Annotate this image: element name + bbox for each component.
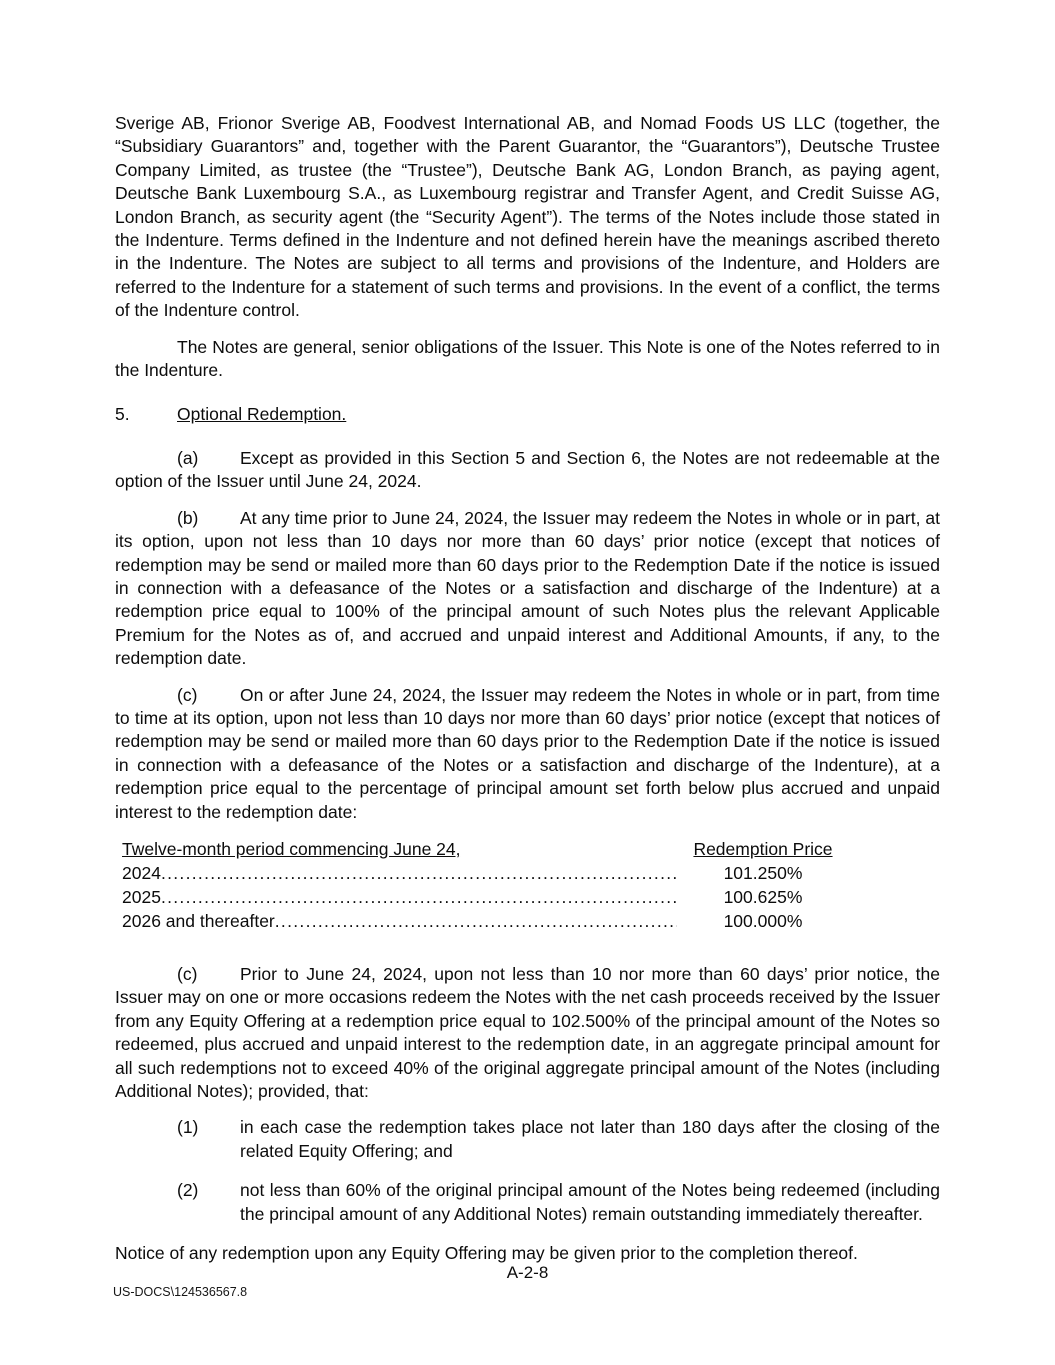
- paragraph-c2: [115, 963, 940, 1103]
- list-item-2-text: not less than 60% of the original principal amount of the Notes being redeemed (including the principal amount of any Additional Notes) remain outstanding immediately thereafter.: [240, 1180, 940, 1224]
- dot-leader: [275, 909, 677, 933]
- section-heading: [115, 403, 940, 426]
- paragraph-c1-label: (c): [177, 684, 198, 705]
- section-title: Optional Redemption.: [177, 404, 347, 425]
- paragraph-b-label: (b): [177, 507, 199, 528]
- table-col2-header: Redemption Price: [693, 838, 833, 859]
- paragraph-c1: [115, 684, 940, 824]
- list-item-2-label: (2): [177, 1180, 199, 1201]
- table-row: [122, 885, 849, 909]
- list-item-1: [177, 1116, 940, 1163]
- notice-paragraph: Notice of any redemption upon any Equity Offering may be given prior to the completion thereof.: [115, 1243, 858, 1264]
- redemption-price-value: 101.250%: [723, 862, 803, 883]
- intro-paragraph: Sverige AB, Frionor Sverige AB, Foodvest International AB, and Nomad Foods US LLC (together, the “Subsidiary Guarantors” and, together with the Parent Guarantor, the “Guarantors”), Deutsche Trustee Company Limited, as trustee (the “Trustee”), Deutsche Bank AG, London Branch, as paying agent, Deutsche Bank Luxembourg S.A., as Luxembourg registrar and Transfer Agent, and Credit Suisse AG, London Branch, as security agent (the “Security Agent”). The terms of the Notes include those stated in the Indenture. Terms defined in the Indenture and not defined herein have the meanings ascribed thereto in the Indenture. The Notes are subject to all terms and provisions of the Indenture, and Holders are referred to the Indenture for a statement of such terms and provisions. In the event of a conflict, the terms of the Indenture control.: [115, 113, 940, 321]
- paragraph-a-text: Except as provided in this Section 5 and Section 6, the Notes are not redeemable at the option of the Issuer until June 24, 2024.: [115, 447, 940, 492]
- redemption-price-value: 100.625%: [723, 886, 803, 907]
- table-row: [122, 909, 849, 933]
- list-item-1-label: (1): [177, 1117, 199, 1138]
- period-label: 2026 and thereafter: [122, 910, 275, 931]
- table-header-row: [122, 837, 849, 861]
- page-number: A-2-8: [506, 1263, 549, 1282]
- period-label: 2025: [122, 886, 161, 907]
- paragraph-a: [115, 447, 940, 494]
- table-row: [122, 861, 849, 885]
- paragraph-c2-label: (c): [177, 963, 198, 984]
- section-number: 5.: [115, 404, 130, 425]
- list-item-2: [177, 1179, 940, 1226]
- period-label: 2024: [122, 862, 161, 883]
- redemption-price-value: 100.000%: [723, 910, 803, 931]
- paragraph-c1-text: On or after June 24, 2024, the Issuer may redeem the Notes in whole or in part, from time to time at its option, upon not less than 10 days nor more than 60 days’ prior notice (except that notices of redemption may be send or mailed more than 60 days prior to the Redemption Date if the notice is issued in connection with a defeasance of the Notes or a satisfaction and discharge of the Indenture), at a redemption price equal to the percentage of principal amount set forth below plus accrued and unpaid interest to the redemption date:: [115, 684, 940, 822]
- document-id: US-DOCS\124536567.8: [113, 1285, 248, 1299]
- redemption-price-table: [122, 837, 849, 933]
- dot-leader: [161, 861, 677, 885]
- dot-leader: [161, 885, 677, 909]
- paragraph-c2-text: Prior to June 24, 2024, upon not less than 10 nor more than 60 days’ prior notice, the Issuer may on one or more occasions redeem the Notes with the net cash proceeds received by the Issuer from any Equity Offering at a redemption price equal to 102.500% of the principal amount of the Notes so redeemed, plus accrued and unpaid interest to the redemption date, in an aggregate principal amount for all such redemptions not to exceed 40% of the original aggregate principal amount of the Notes (including Additional Notes); provided, that:: [115, 963, 940, 1101]
- paragraph-a-label: (a): [177, 447, 199, 468]
- notes-general-paragraph: The Notes are general, senior obligations of the Issuer. This Note is one of the Notes referred to in the Indenture.: [115, 336, 940, 381]
- paragraph-b: [115, 507, 940, 671]
- list-item-1-text: in each case the redemption takes place not later than 180 days after the closing of the related Equity Offering; and: [240, 1117, 940, 1161]
- paragraph-b-text: At any time prior to June 24, 2024, the Issuer may redeem the Notes in whole or in part, at its option, upon not less than 10 days nor more than 60 days’ prior notice (except that notices of redemption may be send or mailed more than 60 days prior to the Redemption Date if the notice is issued in connection with a defeasance of the Notes or a satisfaction and discharge of the Indenture) at a redemption price equal to 100% of the principal amount of such Notes plus the relevant Applicable Premium for the Notes as of, and accrued and unpaid interest and Additional Amounts, if any, to the redemption date.: [115, 507, 940, 669]
- table-col1-header: Twelve-month period commencing June 24,: [122, 838, 461, 859]
